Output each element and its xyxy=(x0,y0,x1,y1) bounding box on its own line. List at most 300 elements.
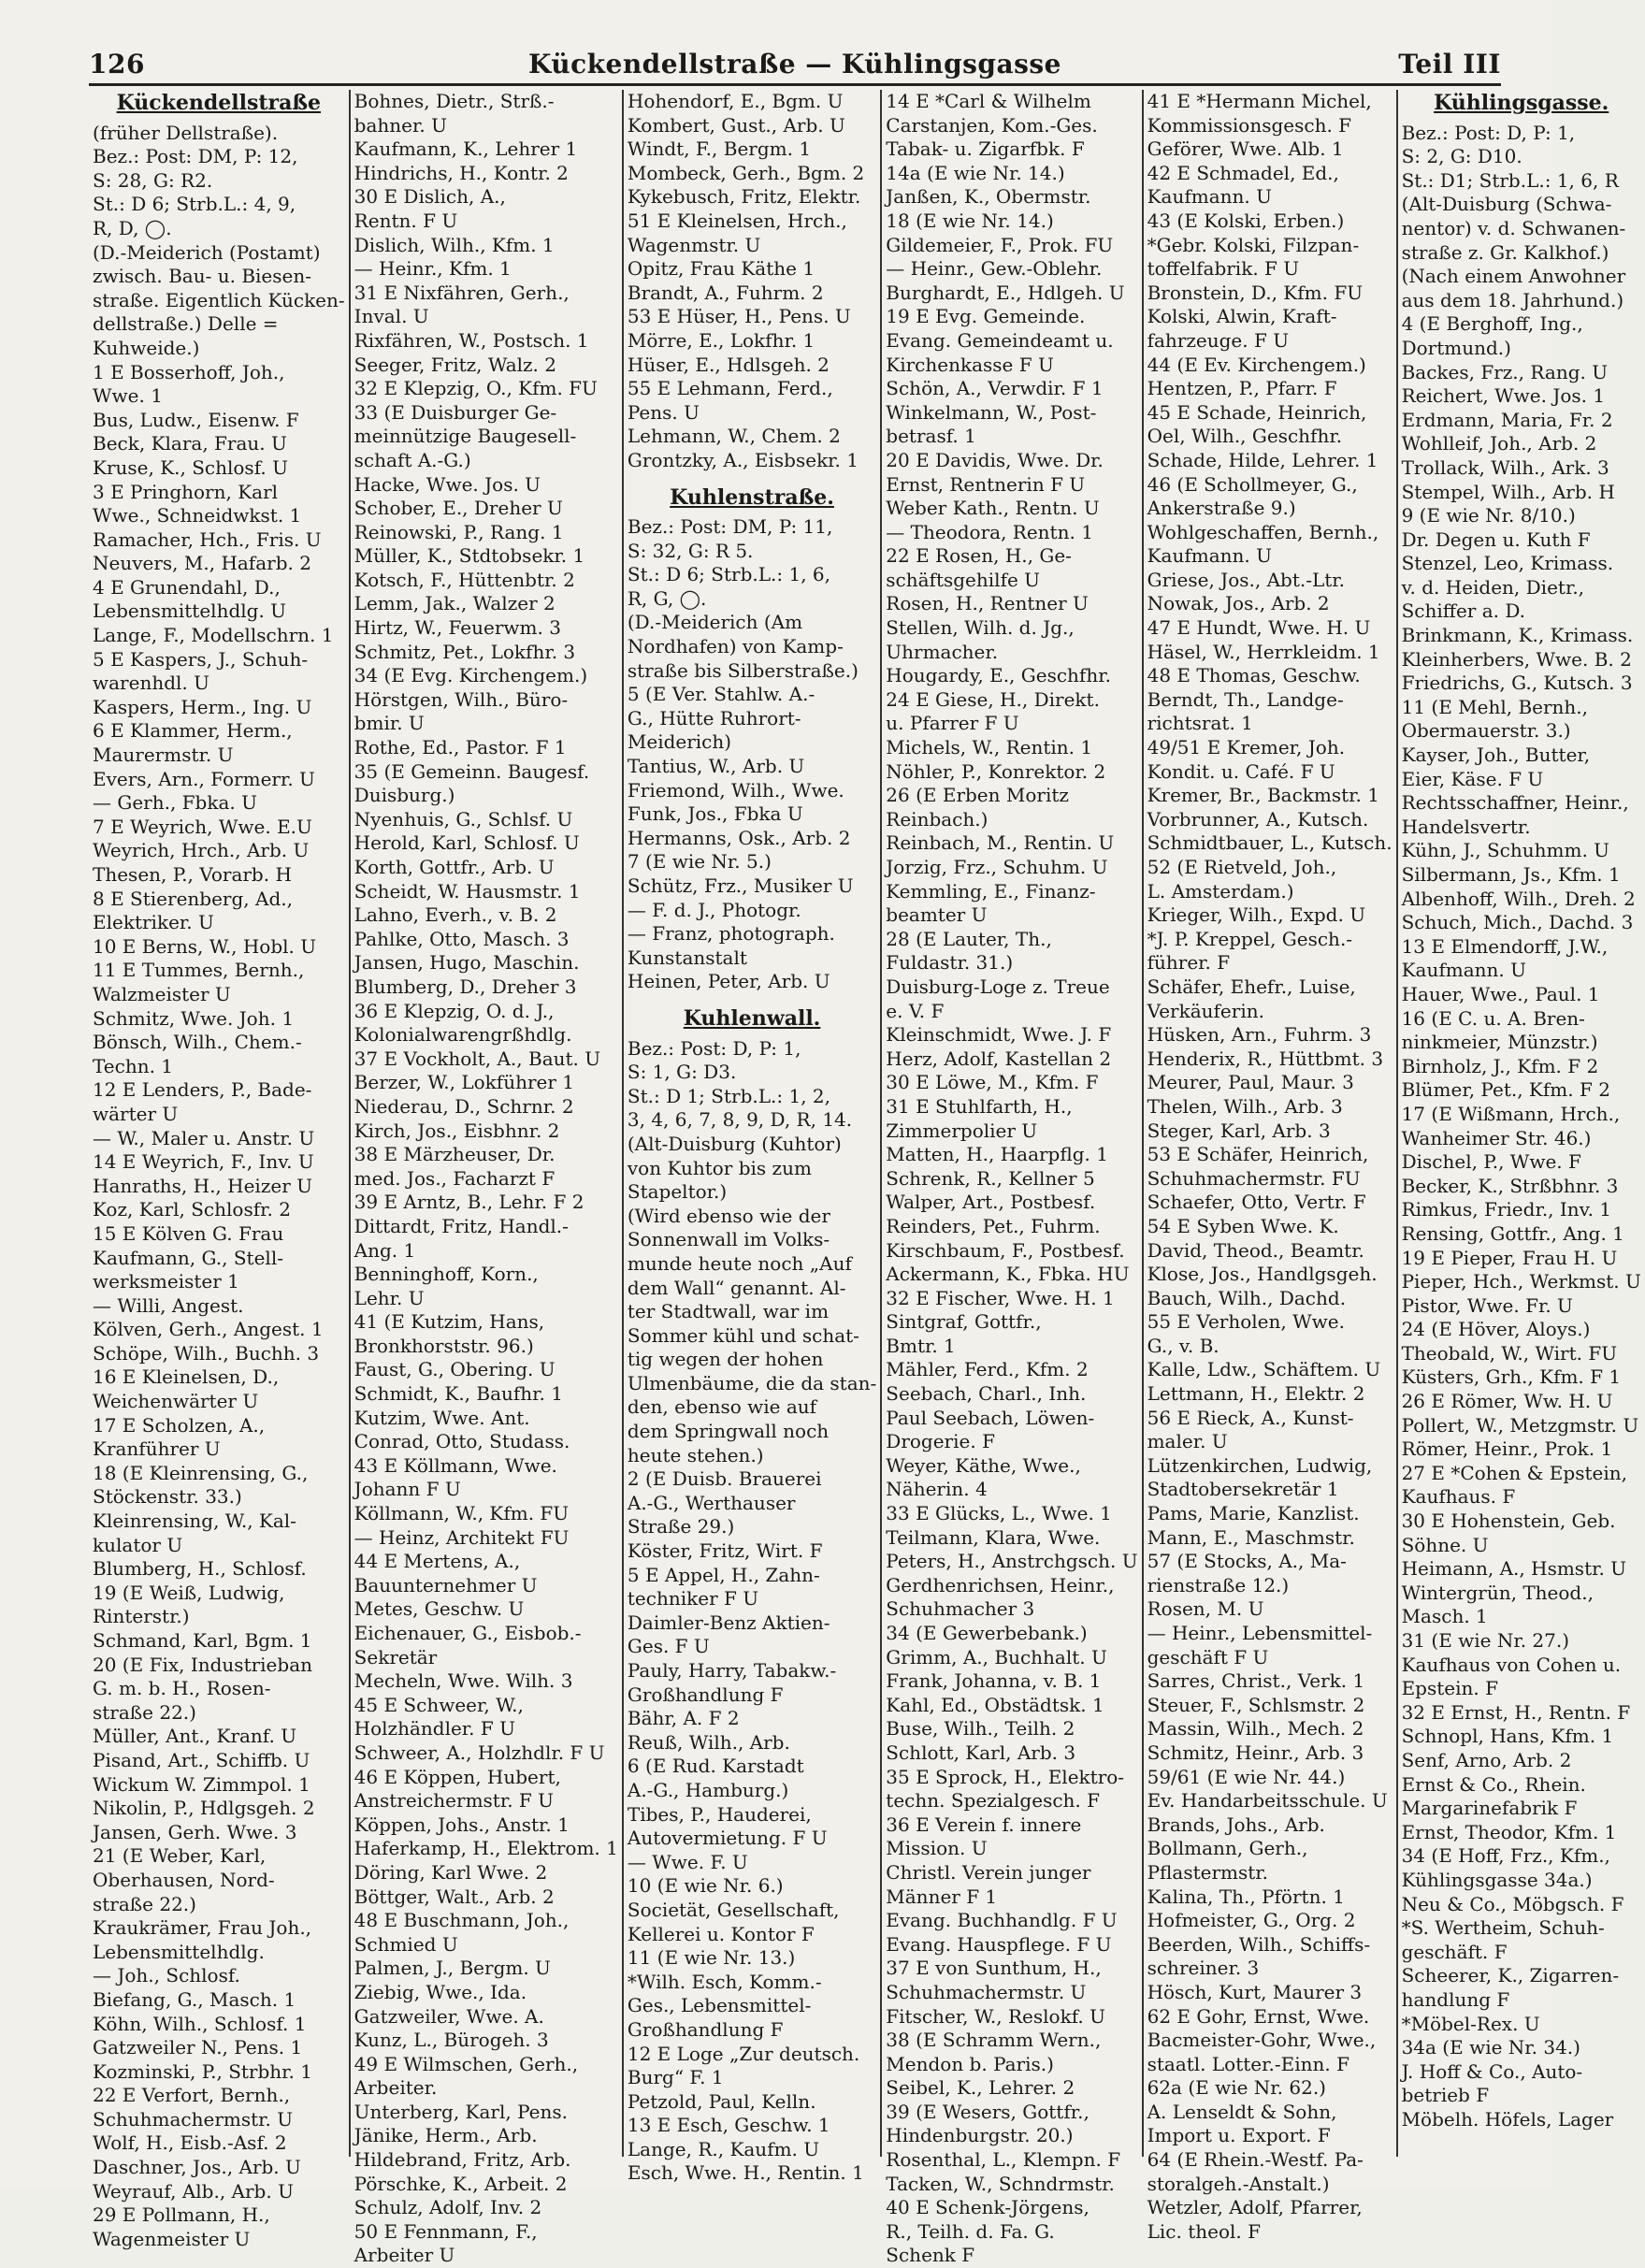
entry-line: Epstein. F xyxy=(1401,1677,1498,1700)
entry-line: Jansen, Gerh. Wwe. 3 xyxy=(93,1820,297,1843)
entry-line: Pams, Marie, Kanzlist. xyxy=(1147,1502,1360,1525)
entry-line: *Wilh. Esch, Komm.- xyxy=(627,1970,822,1993)
entry-line: 34 (E Evg. Kirchengem.) xyxy=(354,664,588,687)
entry-line: Kühn, J., Schuhmm. U xyxy=(1401,839,1610,862)
entry-line: Wohlleif, Joh., Arb. 2 xyxy=(1401,432,1597,455)
entry-line: Reinbach, M., Rentin. U xyxy=(886,831,1115,855)
entry-line: Nöhler, P., Konrektor. 2 xyxy=(886,759,1106,783)
entry-line: 16 E Kleinelsen, D., xyxy=(93,1365,280,1389)
entry-line: 19 E Evg. Gemeinde. xyxy=(886,305,1086,328)
entry-line: Verkäuferin. xyxy=(1147,999,1264,1022)
entry-line: Steuer, F., Schlsmstr. 2 xyxy=(1147,1693,1365,1716)
entry-line: 54 E Syben Wwe. K. xyxy=(1147,1214,1339,1237)
entry-line: 7 E Weyrich, Wwe. E.U xyxy=(93,815,312,838)
entry-line: Kalle, Ldw., Schäftem. U xyxy=(1147,1358,1381,1381)
entry-line: Albenhoff, Wilh., Dreh. 2 xyxy=(1401,887,1636,910)
entry-line: Teilmann, Klara, Wwe. xyxy=(886,1525,1101,1549)
entry-line: Schütz, Frz., Musiker U xyxy=(627,874,854,897)
entry-line: 17 E Scholzen, A., xyxy=(93,1413,266,1437)
entry-line: 51 E Kleinelsen, Hrch., xyxy=(627,209,847,232)
entry-line: A. Lenseldt & Sohn, xyxy=(1147,2100,1337,2123)
entry-line: Grimm, A., Buchhalt. U xyxy=(886,1645,1107,1668)
entry-line: Kaufmann, K., Lehrer 1 xyxy=(354,137,578,161)
entry-line: Evang. Buchhandlg. F U xyxy=(886,1909,1118,1932)
entry-line: Jansen, Hugo, Maschin. xyxy=(354,951,580,975)
entry-line: Pieper, Hch., Werkmst. U xyxy=(1401,1270,1641,1293)
entry-line: Eier, Käse. F U xyxy=(1401,767,1544,790)
entry-line: Schrenk, R., Kellner 5 xyxy=(886,1166,1095,1190)
entry-line: straße z. Gr. Kalkhof.) xyxy=(1401,240,1609,264)
entry-line: straße bis Silberstraße.) xyxy=(627,658,859,682)
entry-line: 22 E Verfort, Bernh., xyxy=(93,2084,291,2107)
entry-line: 13 E Elmendorff, J.W., xyxy=(1401,934,1609,958)
entry-line: Zimmerpolier U xyxy=(886,1119,1038,1142)
entry-line: warenhdl. U xyxy=(93,672,209,695)
entry-line: Stellen, Wilh. d. Jg., xyxy=(886,616,1075,640)
entry-line: Küsters, Grh., Kfm. F 1 xyxy=(1401,1365,1622,1389)
entry-line: S: 28, G: R2. xyxy=(93,168,213,192)
entry-line: Wetzler, Adolf, Pfarrer, xyxy=(1147,2196,1363,2219)
entry-line: 41 E *Hermann Michel, xyxy=(1147,90,1372,112)
entry-line: Reinbach.) xyxy=(886,807,988,831)
entry-line: St.: D 1; Strb.L.: 1, 2, xyxy=(627,1084,830,1107)
entry-line: 7 (E wie Nr. 5.) xyxy=(627,850,772,874)
entry-line: Schulz, Adolf, Inv. 2 xyxy=(354,2196,542,2219)
entry-line: Nowak, Jos., Arb. 2 xyxy=(1147,592,1330,615)
entry-line: Friemond, Wilh., Wwe. xyxy=(627,778,844,802)
entry-line: bmir. U xyxy=(354,712,425,735)
entry-line: Schmitz, Wwe. Joh. 1 xyxy=(93,1006,295,1030)
entry-line: *Gebr. Kolski, Filzpan- xyxy=(1147,233,1360,256)
entry-line: aus dem 18. Jahrhund.) xyxy=(1401,288,1624,311)
entry-line: 39 (E Wesers, Gottfr., xyxy=(886,2100,1089,2123)
entry-line: geschäft F U xyxy=(1147,1645,1269,1668)
entry-line: St.: D 6; Strb.L.: 4, 9, xyxy=(93,193,296,216)
entry-line: Kaspers, Herm., Ing. U xyxy=(93,695,312,718)
entry-line: St.: D1; Strb.L.: 1, 6, R xyxy=(1401,168,1619,192)
entry-line: Walper, Art., Postbesf. xyxy=(886,1191,1096,1214)
entry-line: Evang. Gemeindeamt u. xyxy=(886,328,1114,352)
entry-line: R, D, ◯. xyxy=(93,216,172,239)
entry-line: Kölven, Gerh., Angest. 1 xyxy=(93,1318,324,1341)
entry-line: Rothe, Ed., Pastor. F 1 xyxy=(354,736,567,759)
entry-line: Jänike, Herm., Arb. xyxy=(354,2124,538,2147)
entry-line: G., Hütte Ruhrort- xyxy=(627,706,801,730)
entry-line: 46 E Köppen, Hubert, xyxy=(354,1765,561,1788)
entry-line: zwisch. Bau- u. Biesen- xyxy=(93,265,311,288)
entry-line: Blumberg, D., Dreher 3 xyxy=(354,975,577,998)
entry-line: Kranführer U xyxy=(93,1437,221,1461)
entry-line: Mission. U xyxy=(886,1837,988,1860)
page-header xyxy=(89,45,1501,86)
entry-line: Kremer, Br., Backmstr. 1 xyxy=(1147,784,1379,807)
entry-line: dem Wall“ genannt. Al- xyxy=(627,1276,846,1299)
entry-line: Funk, Jos., Fbka U xyxy=(627,802,803,826)
entry-line: Stadtobersekretär 1 xyxy=(1147,1478,1339,1501)
entry-line: Weyer, Käthe, Wwe., xyxy=(886,1453,1081,1477)
entry-line: — W., Maler u. Anstr. U xyxy=(93,1126,315,1149)
entry-line: Schmidt, K., Baufhr. 1 xyxy=(354,1382,563,1406)
entry-line: rienstraße 12.) xyxy=(1147,1573,1290,1596)
entry-line: 36 E Verein f. innere xyxy=(886,1813,1082,1836)
entry-line: 31 (E wie Nr. 27.) xyxy=(1401,1629,1570,1652)
entry-line: Reinders, Pet., Fuhrm. xyxy=(886,1214,1101,1237)
entry-line: Krieger, Wilh., Expd. U xyxy=(1147,903,1366,927)
entry-line: 33 (E Duisburger Ge- xyxy=(354,400,557,424)
entry-line: Wagenmstr. U xyxy=(627,233,761,256)
entry-line: Reinowski, P., Rang. 1 xyxy=(354,520,564,543)
entry-line: (Alt-Duisburg (Kuhtor) xyxy=(627,1132,842,1155)
entry-line: Hougardy, E., Geschfhr. xyxy=(886,664,1111,687)
entry-line: 45 E Schweer, W., xyxy=(354,1693,524,1716)
entry-line: 32 E Klepzig, O., Kfm. FU xyxy=(354,377,598,400)
entry-line: 29 E Pollmann, H., xyxy=(93,2203,270,2227)
entry-line: 5 (E Ver. Stahlw. A.- xyxy=(627,683,815,706)
entry-line: Meurer, Paul, Maur. 3 xyxy=(1147,1071,1354,1094)
entry-line: Häsel, W., Herrkleidm. 1 xyxy=(1147,640,1380,663)
entry-line: Müller, K., Stdtobsekr. 1 xyxy=(354,544,585,568)
entry-line: v. d. Heiden, Dietr., xyxy=(1401,575,1585,599)
entry-line: Schade, Hilde, Lehrer. 1 xyxy=(1147,448,1378,471)
entry-line: Duisburg.) xyxy=(354,784,455,807)
entry-line: betrieb F xyxy=(1401,2084,1490,2107)
entry-line: Petzold, Paul, Kelln. xyxy=(627,2089,816,2113)
entry-line: — F. d. J., Photogr. xyxy=(627,898,801,921)
entry-line: Erdmann, Maria, Fr. 2 xyxy=(1401,408,1613,431)
entry-line: (früher Dellstraße). xyxy=(93,121,279,144)
entry-line: Seeger, Fritz, Walz. 2 xyxy=(354,353,556,376)
entry-line: (Wird ebenso wie der xyxy=(627,1204,830,1227)
entry-line: von Kuhtor bis zum xyxy=(627,1156,812,1179)
running-title: Kückendellstraße — Kühlingsgasse xyxy=(527,49,1061,79)
entry-line: 31 E Stuhlfarth, H., xyxy=(886,1094,1073,1118)
entry-line: Unterberg, Karl, Pens. xyxy=(354,2100,568,2123)
entry-line: 19 (E Weiß, Ludwig, xyxy=(93,1581,285,1604)
entry-line: Bollmann, Gerh., xyxy=(1147,1837,1308,1860)
entry-line: 52 (E Rietveld, Joh., xyxy=(1147,856,1337,878)
entry-line: Rixfähren, W., Postsch. 1 xyxy=(354,328,589,352)
street-heading: Kuhlenwall. xyxy=(683,1005,821,1031)
entry-line: staatl. Lotter.-Einn. F xyxy=(1147,2052,1349,2075)
entry-line: Kombert, Gust., Arb. U xyxy=(627,113,845,137)
part-label: Teil III xyxy=(1398,49,1501,79)
entry-line: Männer F 1 xyxy=(886,1885,998,1908)
entry-line: 3 E Pringhorn, Karl xyxy=(93,480,279,503)
entry-line: Kühlingsgasse 34a.) xyxy=(1401,1868,1593,1891)
entry-line: Duisburg-Loge z. Treue xyxy=(886,975,1110,998)
entry-line: Hüsken, Arn., Fuhrm. 3 xyxy=(1147,1023,1372,1047)
entry-line: Schmand, Karl, Bgm. 1 xyxy=(93,1629,312,1652)
entry-line: Gatzweiler, Wwe. A. xyxy=(354,2004,544,2028)
entry-line: Bauunternehmer U xyxy=(354,1573,538,1596)
entry-line: Metes, Geschw. U xyxy=(354,1597,525,1621)
entry-line: Holzhändler. F U xyxy=(354,1717,515,1741)
entry-line: Kykebusch, Fritz, Elektr. xyxy=(627,185,861,209)
entry-line: Lehmann, W., Chem. 2 xyxy=(627,425,841,448)
entry-line: Masch. 1 xyxy=(1401,1605,1488,1628)
entry-line: Thesen, P., Vorarb. H xyxy=(93,863,292,886)
entry-line: Ernst, Theodor, Kfm. 1 xyxy=(1401,1820,1617,1843)
entry-line: Schaefer, Otto, Vertr. F xyxy=(1147,1191,1366,1214)
entry-line: Söhne. U xyxy=(1401,1533,1489,1556)
entry-line: 2 (E Duisb. Brauerei xyxy=(627,1467,822,1491)
entry-line: Stempel, Wilh., Arb. H xyxy=(1401,480,1615,503)
entry-line: *S. Wertheim, Schuh- xyxy=(1401,1916,1605,1940)
entry-line: Dr. Degen u. Kuth F xyxy=(1401,527,1591,551)
entry-line: Dislich, Wilh., Kfm. 1 xyxy=(354,233,555,256)
entry-line: Schöpe, Wilh., Buchh. 3 xyxy=(93,1341,320,1365)
entry-line: Gatzweiler N., Pens. 1 xyxy=(93,2036,303,2059)
entry-line: 12 E Loge „Zur deutsch. xyxy=(627,2042,860,2065)
entry-line: S: 32, G: R 5. xyxy=(627,539,754,562)
entry-line: werksmeister 1 xyxy=(93,1270,239,1293)
entry-line: Bacmeister-Gohr, Wwe., xyxy=(1147,2029,1377,2052)
entry-line: Geförer, Wwe. Alb. 1 xyxy=(1147,137,1344,161)
entry-line: Bauch, Wilh., Dachd. xyxy=(1147,1286,1347,1309)
entry-line: Pisand, Art., Schiffb. U xyxy=(93,1748,310,1771)
entry-line: 35 E Sprock, H., Elektro- xyxy=(886,1765,1125,1788)
entry-line: Kleinherbers, Wwe. B. 2 xyxy=(1401,647,1632,671)
entry-line: 35 (E Gemeinn. Baugesf. xyxy=(354,759,590,783)
entry-line: 30 E Dislich, A., xyxy=(354,185,506,209)
entry-line: 30 E Löwe, M., Kfm. F xyxy=(886,1071,1099,1094)
entry-line: 44 E Mertens, A., xyxy=(354,1550,521,1573)
entry-line: Drogerie. F xyxy=(886,1430,995,1453)
entry-line: Schiffer a. D. xyxy=(1401,600,1526,623)
entry-line: munde heute noch „Auf xyxy=(627,1251,852,1275)
entry-line: Kommissionsgesch. F xyxy=(1147,113,1352,137)
column-5 xyxy=(1144,90,1398,2243)
entry-line: Senf, Arno, Arb. 2 xyxy=(1401,1748,1572,1771)
entry-line: heute stehen.) xyxy=(627,1443,764,1466)
entry-line: Kaufmann, G., Stell- xyxy=(93,1246,283,1269)
entry-line: 38 E Märzheuser, Dr. xyxy=(354,1143,556,1166)
entry-line: 26 E Römer, Ww. H. U xyxy=(1401,1390,1613,1413)
entry-line: Hentzen, P., Pfarr. F xyxy=(1147,377,1337,400)
entry-line: Bohnes, Dietr., Strß.- xyxy=(354,90,555,112)
entry-line: 15 E Kölven G. Frau xyxy=(93,1221,284,1245)
entry-line: Kozminski, P., Strbhr. 1 xyxy=(93,2059,312,2083)
entry-line: Import u. Export. F xyxy=(1147,2124,1331,2147)
entry-line: Thelen, Wilh., Arb. 3 xyxy=(1147,1094,1343,1118)
entry-line: Bronstein, D., Kfm. FU xyxy=(1147,281,1364,304)
entry-line: Theobald, W., Wirt. FU xyxy=(1401,1341,1618,1365)
entry-line: Schnopl, Hans, Kfm. 1 xyxy=(1401,1725,1614,1748)
entry-line: Schweer, A., Holzhdlr. F U xyxy=(354,1741,605,1764)
entry-line: S: 1, G: D3. xyxy=(627,1061,737,1084)
entry-line: Schmitz, Pet., Lokfhr. 3 xyxy=(354,640,576,663)
entry-line: geschäft. F xyxy=(1401,1940,1508,1963)
entry-line: 46 (E Schollmeyer, G., xyxy=(1147,472,1358,496)
entry-line: J. Hoff & Co., Auto- xyxy=(1401,2059,1583,2083)
entry-line: Wolf, H., Eisb.-Asf. 2 xyxy=(93,2131,287,2155)
entry-line: 41 (E Kutzim, Hans, xyxy=(354,1310,545,1334)
entry-line: 43 E Köllmann, Wwe. xyxy=(354,1453,557,1477)
entry-line: Bronkhorststr. 96.) xyxy=(354,1334,534,1357)
entry-line: Eichenauer, G., Eisbob.- xyxy=(354,1622,582,1644)
entry-line: Ang. 1 xyxy=(354,1238,416,1262)
entry-line: Daimler-Benz Aktien- xyxy=(627,1611,830,1634)
entry-line: Lebensmittelhdlg. U xyxy=(93,600,287,623)
entry-line: Schmidtbauer, L., Kutsch. xyxy=(1147,831,1392,855)
entry-line: 37 E Vockholt, A., Baut. U xyxy=(354,1047,601,1070)
entry-line: Buse, Wilh., Teilh. 2 xyxy=(886,1717,1075,1741)
entry-line: 32 E Ernst, H., Rentn. F xyxy=(1401,1700,1631,1724)
entry-line: 18 (E wie Nr. 14.) xyxy=(886,209,1054,232)
entry-line: Lebensmittelhdlg. xyxy=(93,1940,265,1963)
entry-line: Sonnenwall im Volks- xyxy=(627,1228,830,1251)
entry-line: beamter U xyxy=(886,903,988,927)
entry-line: Müller, Ant., Kranf. U xyxy=(93,1725,297,1748)
entry-line: nentor) v. d. Schwanen- xyxy=(1401,216,1626,239)
entry-line: maler. U xyxy=(1147,1430,1228,1453)
entry-line: Haferkamp, H., Elektrom. 1 xyxy=(354,1837,618,1860)
entry-line: Mähler, Ferd., Kfm. 2 xyxy=(886,1358,1089,1381)
entry-line: Ernst, Rentnerin F U xyxy=(886,472,1086,496)
entry-line: Lic. theol. F xyxy=(1147,2219,1261,2243)
entry-line: Lehr. U xyxy=(354,1286,425,1309)
entry-line: 8 E Stierenberg, Ad., xyxy=(93,887,293,910)
entry-line: — Joh., Schlosf. xyxy=(93,1964,240,1987)
entry-line: Lahno, Everh., v. B. 2 xyxy=(354,903,557,927)
entry-line: Grontzky, A., Eisbsekr. 1 xyxy=(627,448,859,471)
entry-line: Jorzig, Frz., Schuhm. U xyxy=(886,856,1108,878)
entry-line: Pauly, Harry, Tabakw.- xyxy=(627,1659,837,1682)
entry-line: 10 (E wie Nr. 6.) xyxy=(627,1874,784,1898)
entry-line: 24 (E Höver, Aloys.) xyxy=(1401,1318,1591,1341)
entry-line: straße. Eigentlich Kücken- xyxy=(93,288,345,311)
entry-line: Seibel, K., Lehrer. 2 xyxy=(886,2076,1075,2100)
entry-line: Brands, Johs., Arb. xyxy=(1147,1813,1325,1836)
entry-line: Heimann, A., Hsmstr. U xyxy=(1401,1557,1627,1581)
entry-line: 34 (E Hoff, Frz., Kfm., xyxy=(1401,1844,1610,1868)
entry-line: Bähr, A. F 2 xyxy=(627,1707,740,1730)
entry-line: — Franz, photograph. xyxy=(627,922,835,946)
entry-line: Kolski, Alwin, Kraft- xyxy=(1147,305,1337,328)
entry-line: Wickum W. Zimmpol. 1 xyxy=(93,1772,310,1796)
entry-line: Köppen, Johs., Anstr. 1 xyxy=(354,1813,570,1836)
entry-line: Autovermietung. F U xyxy=(627,1827,828,1850)
entry-line: A.-G., Hamburg.) xyxy=(627,1778,789,1801)
entry-line: Rosen, M. U xyxy=(1147,1597,1264,1621)
entry-line: Köhn, Wilh., Schlosf. 1 xyxy=(93,2012,307,2035)
street-heading: Kühlingsgasse. xyxy=(1434,91,1609,115)
entry-line: Pollert, W., Metzgmstr. U xyxy=(1401,1413,1639,1437)
entry-line: 57 (E Stocks, A., Ma- xyxy=(1147,1550,1347,1573)
entry-line: 14 E Weyrich, F., Inv. U xyxy=(93,1150,314,1174)
entry-line: Arbeiter U xyxy=(354,2244,455,2267)
entry-line: Kaufhaus von Cohen u. xyxy=(1401,1653,1622,1676)
entry-line: — Heinz, Architekt FU xyxy=(354,1525,570,1549)
entry-line: Brandt, A., Fuhrm. 2 xyxy=(627,281,824,304)
entry-line: Lettmann, H., Elektr. 2 xyxy=(1147,1382,1365,1406)
entry-line: 19 E Pieper, Frau H. U xyxy=(1401,1246,1618,1269)
entry-line: Hindenburgstr. 20.) xyxy=(886,2124,1074,2147)
entry-line: — Heinr., Gew.-Oblehr. xyxy=(886,257,1103,281)
entry-line: Ges., Lebensmittel- xyxy=(627,1994,812,2017)
entry-line: (D.-Meiderich (Am xyxy=(627,611,803,634)
entry-line: Hindrichs, H., Kontr. 2 xyxy=(354,161,569,184)
entry-line: Großhandlung F xyxy=(627,2017,784,2041)
entry-line: 22 E Rosen, H., Ge- xyxy=(886,544,1072,568)
entry-line: Tantius, W., Arb. U xyxy=(627,755,805,778)
entry-line: Lange, R., Kaufm. U xyxy=(627,2137,820,2160)
entry-line: Blümer, Pet., Kfm. F 2 xyxy=(1401,1078,1610,1102)
entry-line: Johann F U xyxy=(354,1478,461,1501)
entry-line: Fuldastr. 31.) xyxy=(886,951,1014,975)
entry-line: 43 (E Kolski, Erben.) xyxy=(1147,209,1345,232)
entry-line: Inval. U xyxy=(354,305,429,328)
entry-line: Pflastermstr. xyxy=(1147,1860,1268,1884)
entry-line: Schuhmacher 3 xyxy=(886,1597,1035,1621)
entry-line: 34 (E Gewerbebank.) xyxy=(886,1622,1088,1644)
entry-line: Maurermstr. U xyxy=(93,744,234,767)
entry-line: Beerden, Wilh., Schiffs- xyxy=(1147,1932,1371,1956)
entry-line: Kayser, Joh., Butter, xyxy=(1401,744,1591,767)
entry-line: 39 E Arntz, B., Lehr. F 2 xyxy=(354,1191,584,1214)
entry-line: Weber Kath., Rentn. U xyxy=(886,497,1100,520)
entry-line: Kaufhaus. F xyxy=(1401,1485,1516,1509)
entry-line: Korth, Gottfr., Arb. U xyxy=(354,856,555,878)
entry-line: Mendon b. Paris.) xyxy=(886,2052,1054,2075)
entry-line: 14 E *Carl & Wilhelm xyxy=(886,90,1091,112)
entry-line: Hösch, Kurt, Maurer 3 xyxy=(1147,1980,1363,2003)
entry-line: Hacke, Wwe. Jos. U xyxy=(354,472,541,496)
entry-line: Stenzel, Leo, Krimass. xyxy=(1401,552,1614,575)
entry-line: Schuhmachermstr. U xyxy=(93,2107,294,2131)
entry-line: 27 E *Cohen & Epstein, xyxy=(1401,1461,1627,1484)
entry-line: 5 E Kaspers, J., Schuh- xyxy=(93,647,309,671)
entry-line: 17 (E Wißmann, Hrch., xyxy=(1401,1102,1621,1125)
entry-line: Kraukrämer, Frau Joh., xyxy=(93,1916,312,1940)
entry-line: Nordhafen) von Kamp- xyxy=(627,635,844,658)
entry-line: Pahlke, Otto, Masch. 3 xyxy=(354,927,570,950)
entry-line: Dittardt, Fritz, Handl.- xyxy=(354,1214,569,1237)
entry-line: Tacken, W., Schndrmstr. xyxy=(886,2172,1115,2195)
entry-line: 56 E Rieck, A., Kunst- xyxy=(1147,1406,1354,1429)
entry-line: Frank, Johanna, v. B. 1 xyxy=(886,1669,1102,1693)
entry-line: Ramacher, Hch., Fris. U xyxy=(93,527,322,551)
entry-line: Sommer kühl und schat- xyxy=(627,1323,859,1347)
entry-line: 26 (E Erben Moritz xyxy=(886,784,1069,807)
entry-line: Esch, Wwe. H., Rentin. 1 xyxy=(627,2161,864,2185)
entry-line: (Nach einem Anwohner xyxy=(1401,265,1626,288)
entry-line: Kleinrensing, W., Kal- xyxy=(93,1510,296,1533)
entry-line: Hörstgen, Wilh., Büro- xyxy=(354,687,569,711)
entry-line: Kruse, K., Schlosf. U xyxy=(93,455,288,479)
entry-line: 36 E Klepzig, O. d. J., xyxy=(354,999,555,1022)
entry-line: den, ebenso wie auf xyxy=(627,1395,817,1419)
entry-line: 59/61 (E wie Nr. 44.) xyxy=(1147,1765,1346,1788)
entry-line: 31 E Nixfähren, Gerh., xyxy=(354,281,570,304)
entry-line: Matten, H., Haarpflg. 1 xyxy=(886,1143,1108,1166)
entry-line: Dischel, P., Wwe. F xyxy=(1401,1150,1581,1174)
entry-line: Hermanns, Osk., Arb. 2 xyxy=(627,826,851,849)
entry-line: Handelsvertr. xyxy=(1401,815,1531,838)
entry-line: Lemm, Jak., Walzer 2 xyxy=(354,592,556,615)
entry-line: wärter U xyxy=(93,1102,179,1125)
entry-line: R., Teilh. d. Fa. G. xyxy=(886,2219,1055,2243)
entry-line: Kuhweide.) xyxy=(93,336,200,359)
entry-line: Schenk F xyxy=(886,2244,975,2267)
entry-line: Köster, Fritz, Wirt. F xyxy=(627,1539,823,1563)
entry-line: Becker, K., Strßbhnr. 3 xyxy=(1401,1174,1619,1197)
entry-line: Wohlgeschaffen, Bernh., xyxy=(1147,520,1379,543)
entry-line: Kotsch, F., Hüttenbtr. 2 xyxy=(354,568,575,591)
entry-line: Bez.: Post: DM, P: 12, xyxy=(93,145,298,168)
entry-line: richtsrat. 1 xyxy=(1147,712,1253,735)
entry-line: Lange, F., Modellschrn. 1 xyxy=(93,624,334,647)
